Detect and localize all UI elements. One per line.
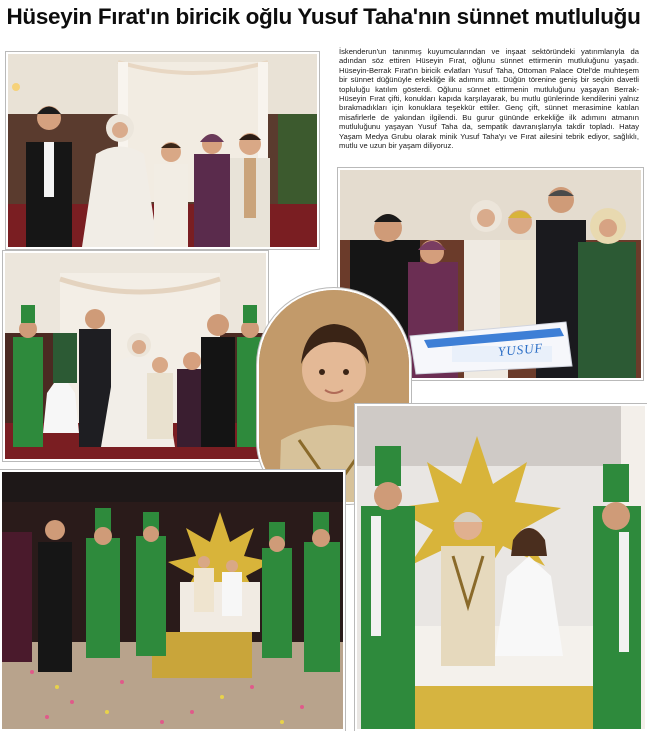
photo-canopy-group xyxy=(3,251,268,461)
photo-throne-children xyxy=(355,404,647,731)
headline: Hüseyin Fırat'ın biricik oğlu Yusuf Taha'nın sünnet mutluluğu xyxy=(6,4,641,29)
photo-procession xyxy=(0,470,345,731)
cake-lettering: YUSUF xyxy=(497,340,544,359)
photo-family-portrait xyxy=(6,52,319,249)
article-body: İskenderun'un tanınmış kuyumcularından ve inşaat sektöründeki yatırımlarıyla da adından söz ettiren Hüseyin Fırat, oğlunu sünnet ettirmenin mutluluğunu yaşadı. Hüseyin-Berrak Fırat'ın biricik evlatları Yusuf Taha, Ottoman Palace Otel'de muhteşem bir sünnet düğünüyle erkekliğe ilk adımını attı. Düğün törenine geniş bir seçkin davetli topluluğu katılım gösterdi. Oğlunu sünnet ettirmenin mutluluğunu yaşayan Berrak-Hüseyin Fırat çifti, konukları kapıda karşılayarak, bu mutlu günlerinde kendilerini yalnız bırakmadıkları için konuklara teşekkür ettiler. Genç çift, sünnet merasimine katılan misafirlerle de yakından ilgilendi. Bu gurur gününde erkekliğe ilk adımını atmanın mutluluğunu yaşayan Yusuf Taha da, sempatik davranışlarıyla takdir topladı. Hatay Yaşam Medya Grubu olarak minik Yusuf Taha'yı ve Fırat ailesini tebrik ediyor, sağlıklı, mutlu ve uzun bir yaşam diliyoruz. xyxy=(339,47,639,151)
